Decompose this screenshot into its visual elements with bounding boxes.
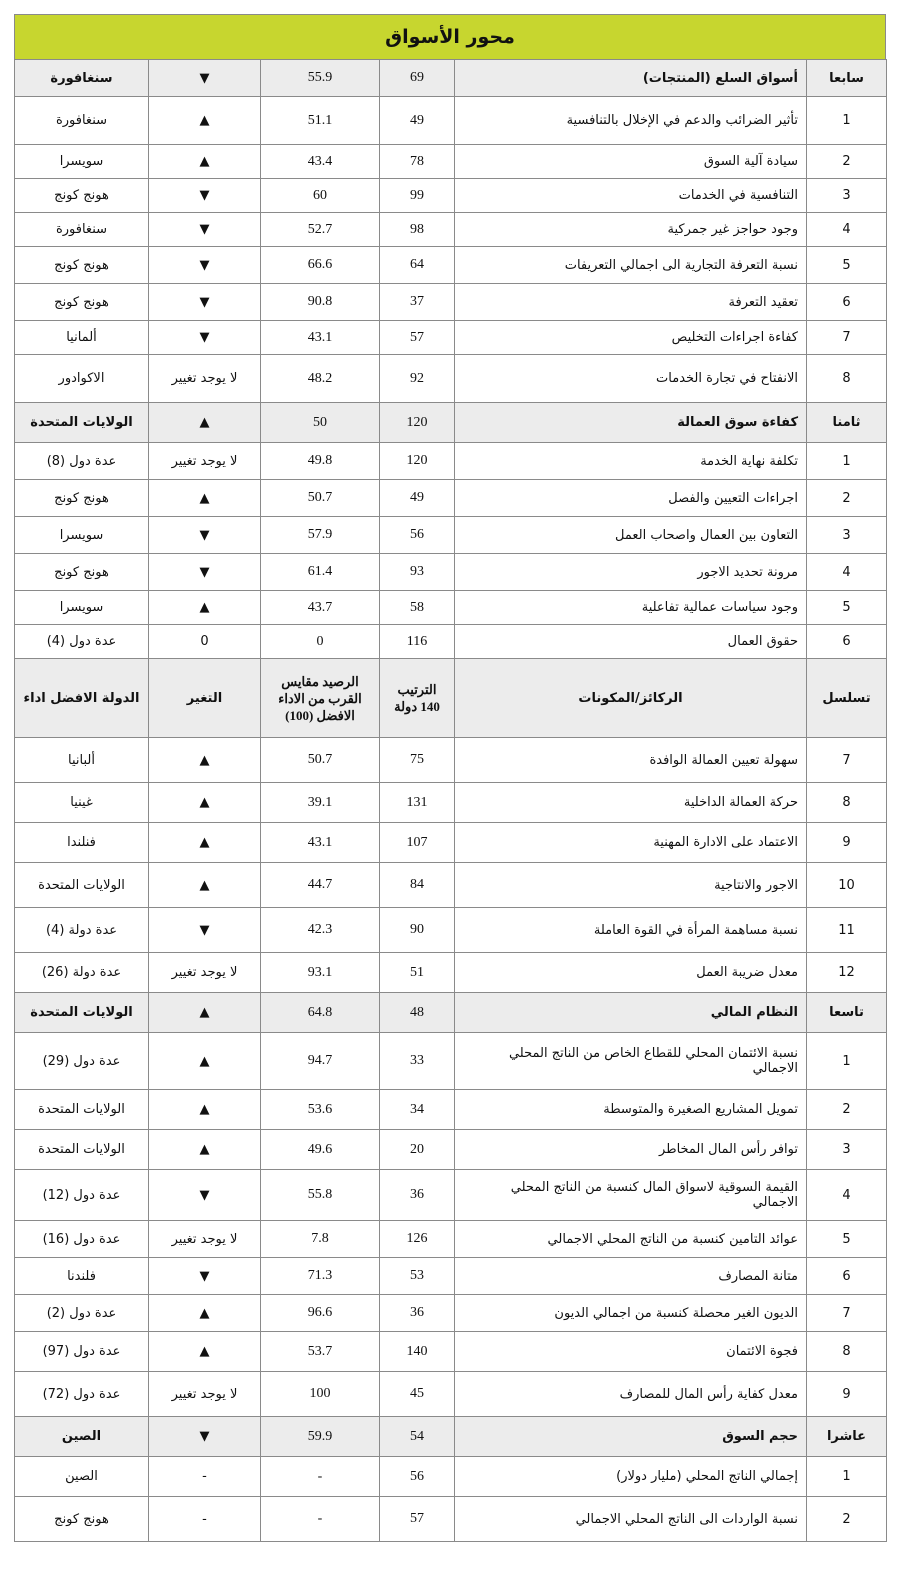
cell-name: نسبة الواردات الى الناتج المحلي الاجمالي xyxy=(455,1497,807,1542)
table-row xyxy=(15,1457,887,1497)
cell-change: 0 xyxy=(149,625,261,659)
cell-rank: 56 xyxy=(380,517,455,554)
cell-rank: 90 xyxy=(380,908,455,953)
cell-name: سيادة آلية السوق xyxy=(455,145,807,179)
cell-name: التنافسية في الخدمات xyxy=(455,179,807,213)
cell-name: اجراءات التعيين والفصل xyxy=(455,480,807,517)
cell-rank: 126 xyxy=(380,1221,455,1258)
cell-score: 43.4 xyxy=(261,145,380,179)
cell-seq: سابعا xyxy=(807,60,887,97)
header-best: الدولة الافضل اداء xyxy=(15,659,149,738)
cell-score: - xyxy=(261,1457,380,1497)
cell-change: ▲ xyxy=(149,145,261,179)
cell-seq: 8 xyxy=(807,783,887,823)
table-row xyxy=(15,554,887,591)
table-row xyxy=(15,953,887,993)
cell-name: تعقيد التعرفة xyxy=(455,284,807,321)
cell-score: 64.8 xyxy=(261,993,380,1033)
section-row xyxy=(15,993,887,1033)
cell-score: 0 xyxy=(261,625,380,659)
cell-best: الولايات المتحدة xyxy=(15,1090,149,1130)
cell-seq: 8 xyxy=(807,1332,887,1372)
table-row xyxy=(15,1170,887,1221)
cell-score: 48.2 xyxy=(261,355,380,403)
table-row xyxy=(15,823,887,863)
cell-seq: 3 xyxy=(807,517,887,554)
table-row xyxy=(15,517,887,554)
cell-score: 7.8 xyxy=(261,1221,380,1258)
table-row xyxy=(15,247,887,284)
cell-change: لا يوجد تغيير xyxy=(149,953,261,993)
cell-name: الاعتماد على الادارة المهنية xyxy=(455,823,807,863)
table-row xyxy=(15,863,887,908)
cell-seq: 2 xyxy=(807,480,887,517)
cell-seq: 6 xyxy=(807,1258,887,1295)
cell-rank: 37 xyxy=(380,284,455,321)
table-row xyxy=(15,1497,887,1542)
cell-rank: 36 xyxy=(380,1295,455,1332)
cell-rank: 45 xyxy=(380,1372,455,1417)
cell-change: ▼ xyxy=(149,517,261,554)
cell-rank: 49 xyxy=(380,97,455,145)
cell-best: عدة دول (16) xyxy=(15,1221,149,1258)
table-row xyxy=(15,480,887,517)
cell-rank: 93 xyxy=(380,554,455,591)
cell-change: ▲ xyxy=(149,993,261,1033)
cell-score: 53.7 xyxy=(261,1332,380,1372)
cell-change: لا يوجد تغيير xyxy=(149,1221,261,1258)
markets-table xyxy=(14,59,887,1542)
cell-seq: 12 xyxy=(807,953,887,993)
header-rank: الترتيب 140 دولة xyxy=(380,659,455,738)
cell-best: ألبانيا xyxy=(15,738,149,783)
cell-name: وجود حواجز غير جمركية xyxy=(455,213,807,247)
cell-best: فلندنا xyxy=(15,1258,149,1295)
cell-name: متانة المصارف xyxy=(455,1258,807,1295)
cell-seq: 5 xyxy=(807,247,887,284)
markets-table-sheet xyxy=(14,14,886,1542)
cell-name: حركة العمالة الداخلية xyxy=(455,783,807,823)
cell-change: ▼ xyxy=(149,1417,261,1457)
cell-rank: 20 xyxy=(380,1130,455,1170)
cell-score: 50.7 xyxy=(261,480,380,517)
cell-rank: 56 xyxy=(380,1457,455,1497)
cell-rank: 69 xyxy=(380,60,455,97)
cell-name: إجمالي الناتج المحلي (مليار دولار) xyxy=(455,1457,807,1497)
cell-change: لا يوجد تغيير xyxy=(149,355,261,403)
cell-score: 60 xyxy=(261,179,380,213)
cell-score: 44.7 xyxy=(261,863,380,908)
cell-best: هونج كونج xyxy=(15,179,149,213)
cell-name: سهولة تعيين العمالة الوافدة xyxy=(455,738,807,783)
cell-name: الانفتاح في تجارة الخدمات xyxy=(455,355,807,403)
table-row xyxy=(15,625,887,659)
cell-score: 52.7 xyxy=(261,213,380,247)
cell-change: ▲ xyxy=(149,1332,261,1372)
cell-change: - xyxy=(149,1457,261,1497)
cell-seq: 5 xyxy=(807,1221,887,1258)
cell-change: ▲ xyxy=(149,1130,261,1170)
cell-best: الولايات المتحدة xyxy=(15,1130,149,1170)
cell-best: عدة دولة (26) xyxy=(15,953,149,993)
cell-best: هونج كونج xyxy=(15,554,149,591)
cell-score: 49.6 xyxy=(261,1130,380,1170)
cell-seq: 1 xyxy=(807,97,887,145)
table-row xyxy=(15,908,887,953)
cell-best: سويسرا xyxy=(15,591,149,625)
cell-name: كفاءة سوق العمالة xyxy=(455,403,807,443)
cell-score: 43.1 xyxy=(261,823,380,863)
cell-score: 53.6 xyxy=(261,1090,380,1130)
cell-best: الصين xyxy=(15,1417,149,1457)
cell-change: ▲ xyxy=(149,1090,261,1130)
cell-name: تكلفة نهاية الخدمة xyxy=(455,443,807,480)
cell-name: مرونة تحديد الاجور xyxy=(455,554,807,591)
cell-rank: 57 xyxy=(380,1497,455,1542)
cell-best: عدة دول (8) xyxy=(15,443,149,480)
cell-change: - xyxy=(149,1497,261,1542)
table-row xyxy=(15,1221,887,1258)
cell-score: 93.1 xyxy=(261,953,380,993)
table-row xyxy=(15,1332,887,1372)
cell-best: عدة دول (72) xyxy=(15,1372,149,1417)
cell-best: عدة دول (29) xyxy=(15,1033,149,1090)
cell-rank: 54 xyxy=(380,1417,455,1457)
cell-seq: 4 xyxy=(807,1170,887,1221)
cell-rank: 49 xyxy=(380,480,455,517)
cell-change: ▼ xyxy=(149,1170,261,1221)
cell-best: عدة دول (4) xyxy=(15,625,149,659)
cell-best: سنغافورة xyxy=(15,213,149,247)
cell-score: 55.8 xyxy=(261,1170,380,1221)
table-title: محور الأسواق xyxy=(14,14,886,59)
cell-change: ▼ xyxy=(149,284,261,321)
cell-rank: 99 xyxy=(380,179,455,213)
cell-score: 57.9 xyxy=(261,517,380,554)
cell-best: هونج كونج xyxy=(15,284,149,321)
cell-score: 51.1 xyxy=(261,97,380,145)
header-name: الركائز/المكونات xyxy=(455,659,807,738)
header-score: الرصيد مقايس القرب من الاداء الافضل (100) xyxy=(261,659,380,738)
cell-rank: 34 xyxy=(380,1090,455,1130)
cell-score: 71.3 xyxy=(261,1258,380,1295)
cell-change: ▼ xyxy=(149,247,261,284)
cell-name: نسبة الائتمان المحلي للقطاع الخاص من الناتج المحلي الاجمالي xyxy=(455,1033,807,1090)
cell-score: 90.8 xyxy=(261,284,380,321)
cell-name: كفاءة اجراءات التخليص xyxy=(455,321,807,355)
cell-score: 50.7 xyxy=(261,738,380,783)
cell-score: 55.9 xyxy=(261,60,380,97)
cell-rank: 57 xyxy=(380,321,455,355)
cell-change: ▲ xyxy=(149,1295,261,1332)
cell-seq: 9 xyxy=(807,1372,887,1417)
cell-name: أسواق السلع (المنتجات) xyxy=(455,60,807,97)
cell-best: الولايات المتحدة xyxy=(15,863,149,908)
cell-rank: 116 xyxy=(380,625,455,659)
table-row xyxy=(15,1258,887,1295)
section-row xyxy=(15,1417,887,1457)
cell-best: سنغافورة xyxy=(15,97,149,145)
cell-score: 49.8 xyxy=(261,443,380,480)
cell-name: القيمة السوقية لاسواق المال كنسبة من الناتج المحلي الاجمالي xyxy=(455,1170,807,1221)
cell-change: ▲ xyxy=(149,738,261,783)
cell-seq: 7 xyxy=(807,738,887,783)
cell-rank: 92 xyxy=(380,355,455,403)
table-row xyxy=(15,1295,887,1332)
cell-rank: 33 xyxy=(380,1033,455,1090)
cell-change: ▲ xyxy=(149,97,261,145)
cell-seq: 4 xyxy=(807,554,887,591)
cell-best: الولايات المتحدة xyxy=(15,993,149,1033)
cell-rank: 51 xyxy=(380,953,455,993)
cell-seq: 7 xyxy=(807,321,887,355)
cell-change: ▼ xyxy=(149,908,261,953)
cell-rank: 36 xyxy=(380,1170,455,1221)
table-row xyxy=(15,145,887,179)
cell-score: 94.7 xyxy=(261,1033,380,1090)
cell-name: عوائد التامين كنسبة من الناتج المحلي الاجمالي xyxy=(455,1221,807,1258)
cell-rank: 53 xyxy=(380,1258,455,1295)
cell-change: ▼ xyxy=(149,179,261,213)
cell-seq: 6 xyxy=(807,625,887,659)
cell-change: ▲ xyxy=(149,403,261,443)
cell-score: 43.7 xyxy=(261,591,380,625)
cell-best: غينيا xyxy=(15,783,149,823)
cell-change: ▲ xyxy=(149,480,261,517)
cell-rank: 120 xyxy=(380,443,455,480)
cell-rank: 48 xyxy=(380,993,455,1033)
cell-change: لا يوجد تغيير xyxy=(149,1372,261,1417)
cell-score: 43.1 xyxy=(261,321,380,355)
cell-change: ▲ xyxy=(149,863,261,908)
table-row xyxy=(15,179,887,213)
cell-seq: 4 xyxy=(807,213,887,247)
cell-seq: 1 xyxy=(807,1457,887,1497)
cell-score: - xyxy=(261,1497,380,1542)
cell-name: تمويل المشاريع الصغيرة والمتوسطة xyxy=(455,1090,807,1130)
cell-best: عدة دول (2) xyxy=(15,1295,149,1332)
cell-name: وجود سياسات عمالية تفاعلية xyxy=(455,591,807,625)
cell-name: نسبة مساهمة المرأة في القوة العاملة xyxy=(455,908,807,953)
cell-seq: 1 xyxy=(807,1033,887,1090)
cell-change: ▲ xyxy=(149,591,261,625)
table-row xyxy=(15,97,887,145)
cell-change: ▲ xyxy=(149,783,261,823)
cell-name: حجم السوق xyxy=(455,1417,807,1457)
table-row xyxy=(15,284,887,321)
cell-seq: 2 xyxy=(807,1497,887,1542)
cell-best: عدة دول (12) xyxy=(15,1170,149,1221)
cell-change: ▼ xyxy=(149,213,261,247)
cell-seq: عاشرا xyxy=(807,1417,887,1457)
cell-best: الاكوادور xyxy=(15,355,149,403)
cell-score: 42.3 xyxy=(261,908,380,953)
cell-seq: 6 xyxy=(807,284,887,321)
table-row xyxy=(15,321,887,355)
cell-name: فجوة الائتمان xyxy=(455,1332,807,1372)
cell-change: ▼ xyxy=(149,1258,261,1295)
section-row xyxy=(15,403,887,443)
table-row xyxy=(15,443,887,480)
cell-name: توافر رأس المال المخاطر xyxy=(455,1130,807,1170)
cell-rank: 58 xyxy=(380,591,455,625)
header-seq: تسلسل xyxy=(807,659,887,738)
cell-score: 66.6 xyxy=(261,247,380,284)
cell-name: معدل ضريبة العمل xyxy=(455,953,807,993)
cell-name: معدل كفاية رأس المال للمصارف xyxy=(455,1372,807,1417)
cell-name: الاجور والانتاجية xyxy=(455,863,807,908)
table-row xyxy=(15,783,887,823)
cell-best: هونج كونج xyxy=(15,480,149,517)
cell-rank: 131 xyxy=(380,783,455,823)
cell-seq: 5 xyxy=(807,591,887,625)
cell-name: النظام المالي xyxy=(455,993,807,1033)
cell-name: الديون الغير محصلة كنسبة من اجمالي الديون xyxy=(455,1295,807,1332)
table-row xyxy=(15,1090,887,1130)
cell-best: سنغافورة xyxy=(15,60,149,97)
cell-change: ▼ xyxy=(149,321,261,355)
cell-seq: 9 xyxy=(807,823,887,863)
cell-rank: 78 xyxy=(380,145,455,179)
cell-rank: 64 xyxy=(380,247,455,284)
cell-best: سويسرا xyxy=(15,517,149,554)
cell-seq: تاسعا xyxy=(807,993,887,1033)
cell-name: التعاون بين العمال واصحاب العمل xyxy=(455,517,807,554)
cell-seq: 3 xyxy=(807,1130,887,1170)
table-row xyxy=(15,1372,887,1417)
cell-best: عدة دول (97) xyxy=(15,1332,149,1372)
cell-rank: 107 xyxy=(380,823,455,863)
cell-best: ألمانيا xyxy=(15,321,149,355)
cell-rank: 75 xyxy=(380,738,455,783)
table-row xyxy=(15,355,887,403)
cell-rank: 84 xyxy=(380,863,455,908)
cell-seq: 2 xyxy=(807,1090,887,1130)
cell-name: تأثير الضرائب والدعم في الإخلال بالتنافسية xyxy=(455,97,807,145)
cell-best: عدة دولة (4) xyxy=(15,908,149,953)
cell-rank: 120 xyxy=(380,403,455,443)
table-row xyxy=(15,591,887,625)
cell-change: ▲ xyxy=(149,1033,261,1090)
cell-change: ▲ xyxy=(149,823,261,863)
cell-change: ▼ xyxy=(149,60,261,97)
cell-best: فنلندا xyxy=(15,823,149,863)
cell-name: نسبة التعرفة التجارية الى اجمالي التعريفات xyxy=(455,247,807,284)
cell-seq: 1 xyxy=(807,443,887,480)
cell-score: 50 xyxy=(261,403,380,443)
cell-seq: ثامنا xyxy=(807,403,887,443)
cell-score: 100 xyxy=(261,1372,380,1417)
cell-seq: 10 xyxy=(807,863,887,908)
cell-best: هونج كونج xyxy=(15,1497,149,1542)
cell-change: ▼ xyxy=(149,554,261,591)
cell-rank: 140 xyxy=(380,1332,455,1372)
header-change: التغير xyxy=(149,659,261,738)
cell-best: سويسرا xyxy=(15,145,149,179)
cell-seq: 7 xyxy=(807,1295,887,1332)
section-row xyxy=(15,60,887,97)
cell-score: 61.4 xyxy=(261,554,380,591)
cell-name: حقوق العمال xyxy=(455,625,807,659)
cell-seq: 3 xyxy=(807,179,887,213)
cell-seq: 11 xyxy=(807,908,887,953)
cell-seq: 2 xyxy=(807,145,887,179)
cell-best: هونج كونج xyxy=(15,247,149,284)
cell-rank: 98 xyxy=(380,213,455,247)
table-row xyxy=(15,738,887,783)
table-row xyxy=(15,1033,887,1090)
cell-best: الصين xyxy=(15,1457,149,1497)
cell-seq: 8 xyxy=(807,355,887,403)
table-row xyxy=(15,213,887,247)
table-row xyxy=(15,1130,887,1170)
cell-score: 96.6 xyxy=(261,1295,380,1332)
column-header-row xyxy=(15,659,887,738)
cell-best: الولايات المتحدة xyxy=(15,403,149,443)
cell-change: لا يوجد تغيير xyxy=(149,443,261,480)
cell-score: 39.1 xyxy=(261,783,380,823)
cell-score: 59.9 xyxy=(261,1417,380,1457)
